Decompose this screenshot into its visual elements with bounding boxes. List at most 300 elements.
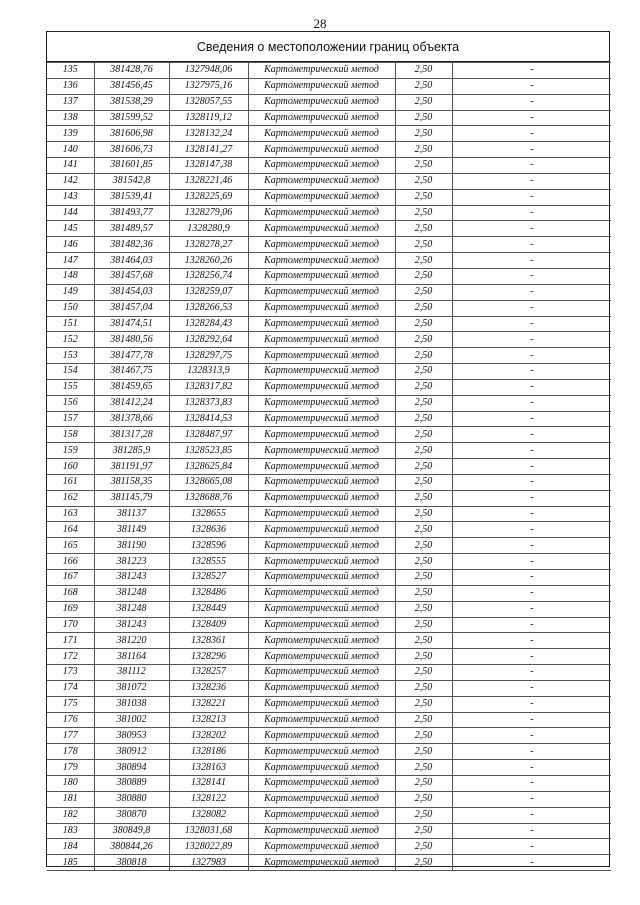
point-number-cell: 146 [47, 237, 94, 253]
table-row [47, 364, 611, 380]
method-cell: Картометрический метод [248, 78, 395, 94]
point-number-cell: 147 [47, 253, 94, 269]
method-cell: Картометрический метод [248, 522, 395, 538]
x-coordinate-cell: 381145,79 [94, 490, 169, 506]
table-row [47, 744, 611, 760]
accuracy-cell: 2,50 [395, 94, 452, 110]
method-cell: Картометрический метод [248, 633, 395, 649]
accuracy-cell: 2,50 [395, 253, 452, 269]
description-cell: - [452, 855, 611, 871]
method-cell: Картометрический метод [248, 823, 395, 839]
accuracy-cell: 2,50 [395, 506, 452, 522]
description-cell: - [452, 601, 611, 617]
point-number-cell: 154 [47, 364, 94, 380]
x-coordinate-cell: 381412,24 [94, 395, 169, 411]
x-coordinate-cell: 380953 [94, 728, 169, 744]
method-cell: Картометрический метод [248, 158, 395, 174]
description-cell: - [452, 63, 611, 79]
point-number-cell: 144 [47, 205, 94, 221]
x-coordinate-cell: 381467,75 [94, 364, 169, 380]
x-coordinate-cell: 381137 [94, 506, 169, 522]
description-cell: - [452, 680, 611, 696]
x-coordinate-cell: 381601,85 [94, 158, 169, 174]
x-coordinate-cell: 381457,68 [94, 268, 169, 284]
description-cell: - [452, 94, 611, 110]
accuracy-cell: 2,50 [395, 411, 452, 427]
point-number-cell: 167 [47, 570, 94, 586]
x-coordinate-cell: 380844,26 [94, 839, 169, 855]
y-coordinate-cell: 1328132,24 [169, 126, 248, 142]
method-cell: Картометрический метод [248, 807, 395, 823]
description-cell: - [452, 395, 611, 411]
accuracy-cell: 2,50 [395, 300, 452, 316]
accuracy-cell: 2,50 [395, 78, 452, 94]
method-cell: Картометрический метод [248, 459, 395, 475]
table-row [47, 173, 611, 189]
description-cell: - [452, 490, 611, 506]
x-coordinate-cell: 381454,03 [94, 284, 169, 300]
accuracy-cell: 2,50 [395, 744, 452, 760]
table-row [47, 63, 611, 79]
y-coordinate-cell: 1328655 [169, 506, 248, 522]
method-cell: Картометрический метод [248, 554, 395, 570]
y-coordinate-cell: 1328317,82 [169, 379, 248, 395]
x-coordinate-cell: 381428,76 [94, 63, 169, 79]
point-number-cell: 148 [47, 268, 94, 284]
y-coordinate-cell: 1328665,08 [169, 474, 248, 490]
point-number-cell: 175 [47, 696, 94, 712]
y-coordinate-cell: 1328141 [169, 775, 248, 791]
method-cell: Картометрический метод [248, 395, 395, 411]
description-cell: - [452, 221, 611, 237]
method-cell: Картометрический метод [248, 173, 395, 189]
x-coordinate-cell: 381243 [94, 617, 169, 633]
point-number-cell: 160 [47, 459, 94, 475]
method-cell: Картометрический метод [248, 94, 395, 110]
method-cell: Картометрический метод [248, 268, 395, 284]
point-number-cell: 155 [47, 379, 94, 395]
table-row [47, 379, 611, 395]
table-row [47, 126, 611, 142]
description-cell: - [452, 775, 611, 791]
description-cell: - [452, 427, 611, 443]
description-cell: - [452, 570, 611, 586]
description-cell: - [452, 791, 611, 807]
method-cell: Картометрический метод [248, 443, 395, 459]
x-coordinate-cell: 381223 [94, 554, 169, 570]
y-coordinate-cell: 1328297,75 [169, 348, 248, 364]
accuracy-cell: 2,50 [395, 585, 452, 601]
y-coordinate-cell: 1328186 [169, 744, 248, 760]
point-number-cell: 136 [47, 78, 94, 94]
x-coordinate-cell: 381149 [94, 522, 169, 538]
x-coordinate-cell: 381456,45 [94, 78, 169, 94]
point-number-cell: 137 [47, 94, 94, 110]
point-number-cell: 178 [47, 744, 94, 760]
table-row [47, 807, 611, 823]
accuracy-cell: 2,50 [395, 791, 452, 807]
accuracy-cell: 2,50 [395, 855, 452, 871]
table-row [47, 506, 611, 522]
accuracy-cell: 2,50 [395, 63, 452, 79]
accuracy-cell: 2,50 [395, 538, 452, 554]
y-coordinate-cell: 1328257 [169, 665, 248, 681]
y-coordinate-cell: 1328213 [169, 712, 248, 728]
point-number-cell: 179 [47, 760, 94, 776]
x-coordinate-cell: 381489,57 [94, 221, 169, 237]
point-number-cell: 184 [47, 839, 94, 855]
accuracy-cell: 2,50 [395, 728, 452, 744]
method-cell: Картометрический метод [248, 791, 395, 807]
x-coordinate-cell: 380880 [94, 791, 169, 807]
y-coordinate-cell: 1328119,12 [169, 110, 248, 126]
description-cell: - [452, 158, 611, 174]
y-coordinate-cell: 1328284,43 [169, 316, 248, 332]
table-row [47, 712, 611, 728]
x-coordinate-cell: 381606,98 [94, 126, 169, 142]
description-cell: - [452, 348, 611, 364]
table-row [47, 601, 611, 617]
method-cell: Картометрический метод [248, 126, 395, 142]
method-cell: Картометрический метод [248, 300, 395, 316]
point-number-cell: 183 [47, 823, 94, 839]
point-number-cell: 159 [47, 443, 94, 459]
accuracy-cell: 2,50 [395, 775, 452, 791]
y-coordinate-cell: 1328523,85 [169, 443, 248, 459]
method-cell: Картометрический метод [248, 744, 395, 760]
method-cell: Картометрический метод [248, 110, 395, 126]
point-number-cell: 163 [47, 506, 94, 522]
description-cell: - [452, 649, 611, 665]
x-coordinate-cell: 381542,8 [94, 173, 169, 189]
description-cell: - [452, 823, 611, 839]
accuracy-cell: 2,50 [395, 649, 452, 665]
y-coordinate-cell: 1328236 [169, 680, 248, 696]
method-cell: Картометрический метод [248, 775, 395, 791]
method-cell: Картометрический метод [248, 348, 395, 364]
x-coordinate-cell: 381248 [94, 585, 169, 601]
accuracy-cell: 2,50 [395, 221, 452, 237]
table-row [47, 205, 611, 221]
method-cell: Картометрический метод [248, 728, 395, 744]
y-coordinate-cell: 1328221 [169, 696, 248, 712]
point-number-cell: 138 [47, 110, 94, 126]
table-row [47, 570, 611, 586]
description-cell: - [452, 506, 611, 522]
table-row [47, 617, 611, 633]
accuracy-cell: 2,50 [395, 189, 452, 205]
table-row [47, 395, 611, 411]
y-coordinate-cell: 1327975,16 [169, 78, 248, 94]
accuracy-cell: 2,50 [395, 570, 452, 586]
description-cell: - [452, 268, 611, 284]
table-row [47, 839, 611, 855]
point-number-cell: 162 [47, 490, 94, 506]
x-coordinate-cell: 381493,77 [94, 205, 169, 221]
description-cell: - [452, 379, 611, 395]
method-cell: Картометрический метод [248, 284, 395, 300]
point-number-cell: 185 [47, 855, 94, 871]
accuracy-cell: 2,50 [395, 807, 452, 823]
y-coordinate-cell: 1328221,46 [169, 173, 248, 189]
point-number-cell: 143 [47, 189, 94, 205]
method-cell: Картометрический метод [248, 665, 395, 681]
y-coordinate-cell: 1328688,76 [169, 490, 248, 506]
y-coordinate-cell: 1328278,27 [169, 237, 248, 253]
x-coordinate-cell: 381038 [94, 696, 169, 712]
description-cell: - [452, 364, 611, 380]
y-coordinate-cell: 1328082 [169, 807, 248, 823]
method-cell: Картометрический метод [248, 411, 395, 427]
method-cell: Картометрический метод [248, 63, 395, 79]
description-cell: - [452, 522, 611, 538]
x-coordinate-cell: 381191,97 [94, 459, 169, 475]
point-number-cell: 164 [47, 522, 94, 538]
point-number-cell: 149 [47, 284, 94, 300]
point-number-cell: 140 [47, 142, 94, 158]
y-coordinate-cell: 1328141,27 [169, 142, 248, 158]
point-number-cell: 153 [47, 348, 94, 364]
boundary-coordinates-table [47, 62, 611, 871]
table-row [47, 522, 611, 538]
y-coordinate-cell: 1328636 [169, 522, 248, 538]
point-number-cell: 172 [47, 649, 94, 665]
accuracy-cell: 2,50 [395, 126, 452, 142]
y-coordinate-cell: 1328414,53 [169, 411, 248, 427]
x-coordinate-cell: 381112 [94, 665, 169, 681]
x-coordinate-cell: 381164 [94, 649, 169, 665]
accuracy-cell: 2,50 [395, 680, 452, 696]
method-cell: Картометрический метод [248, 189, 395, 205]
page-number: 28 [313, 16, 327, 31]
point-number-cell: 151 [47, 316, 94, 332]
method-cell: Картометрический метод [248, 760, 395, 776]
x-coordinate-cell: 381538,29 [94, 94, 169, 110]
method-cell: Картометрический метод [248, 696, 395, 712]
y-coordinate-cell: 1328266,53 [169, 300, 248, 316]
x-coordinate-cell: 381190 [94, 538, 169, 554]
point-number-cell: 180 [47, 775, 94, 791]
accuracy-cell: 2,50 [395, 348, 452, 364]
description-cell: - [452, 237, 611, 253]
description-cell: - [452, 839, 611, 855]
method-cell: Картометрический метод [248, 617, 395, 633]
table-row [47, 585, 611, 601]
table-row [47, 427, 611, 443]
point-number-cell: 141 [47, 158, 94, 174]
point-number-cell: 152 [47, 332, 94, 348]
x-coordinate-cell: 381378,66 [94, 411, 169, 427]
y-coordinate-cell: 1328487,97 [169, 427, 248, 443]
x-coordinate-cell: 381599,52 [94, 110, 169, 126]
table-row [47, 823, 611, 839]
point-number-cell: 142 [47, 173, 94, 189]
table-row [47, 221, 611, 237]
description-cell: - [452, 443, 611, 459]
x-coordinate-cell: 381464,03 [94, 253, 169, 269]
table-row [47, 158, 611, 174]
accuracy-cell: 2,50 [395, 205, 452, 221]
description-cell: - [452, 173, 611, 189]
y-coordinate-cell: 1327983 [169, 855, 248, 871]
y-coordinate-cell: 1328163 [169, 760, 248, 776]
y-coordinate-cell: 1327948,06 [169, 63, 248, 79]
method-cell: Картометрический метод [248, 649, 395, 665]
method-cell: Картометрический метод [248, 839, 395, 855]
accuracy-cell: 2,50 [395, 158, 452, 174]
accuracy-cell: 2,50 [395, 459, 452, 475]
table-row [47, 268, 611, 284]
table-row [47, 760, 611, 776]
x-coordinate-cell: 380889 [94, 775, 169, 791]
table-title: Сведения о местоположении границ объекта [47, 32, 609, 62]
point-number-cell: 158 [47, 427, 94, 443]
description-cell: - [452, 538, 611, 554]
method-cell: Картометрический метод [248, 379, 395, 395]
y-coordinate-cell: 1328259,07 [169, 284, 248, 300]
method-cell: Картометрический метод [248, 253, 395, 269]
point-number-cell: 156 [47, 395, 94, 411]
table-row [47, 284, 611, 300]
table-row [47, 633, 611, 649]
method-cell: Картометрический метод [248, 585, 395, 601]
y-coordinate-cell: 1328527 [169, 570, 248, 586]
accuracy-cell: 2,50 [395, 617, 452, 633]
table-row [47, 649, 611, 665]
y-coordinate-cell: 1328596 [169, 538, 248, 554]
table-row [47, 348, 611, 364]
y-coordinate-cell: 1328031,68 [169, 823, 248, 839]
x-coordinate-cell: 381002 [94, 712, 169, 728]
description-cell: - [452, 126, 611, 142]
accuracy-cell: 2,50 [395, 142, 452, 158]
y-coordinate-cell: 1328022,89 [169, 839, 248, 855]
accuracy-cell: 2,50 [395, 379, 452, 395]
method-cell: Картометрический метод [248, 506, 395, 522]
description-cell: - [452, 760, 611, 776]
accuracy-cell: 2,50 [395, 712, 452, 728]
accuracy-cell: 2,50 [395, 284, 452, 300]
description-cell: - [452, 665, 611, 681]
description-cell: - [452, 712, 611, 728]
description-cell: - [452, 633, 611, 649]
point-number-cell: 168 [47, 585, 94, 601]
table-row [47, 728, 611, 744]
accuracy-cell: 2,50 [395, 237, 452, 253]
method-cell: Картометрический метод [248, 142, 395, 158]
table-row [47, 189, 611, 205]
point-number-cell: 161 [47, 474, 94, 490]
y-coordinate-cell: 1328313,9 [169, 364, 248, 380]
accuracy-cell: 2,50 [395, 443, 452, 459]
accuracy-cell: 2,50 [395, 839, 452, 855]
accuracy-cell: 2,50 [395, 316, 452, 332]
accuracy-cell: 2,50 [395, 474, 452, 490]
x-coordinate-cell: 380912 [94, 744, 169, 760]
method-cell: Картометрический метод [248, 427, 395, 443]
x-coordinate-cell: 381158,35 [94, 474, 169, 490]
accuracy-cell: 2,50 [395, 665, 452, 681]
table-row [47, 855, 611, 871]
y-coordinate-cell: 1328225,69 [169, 189, 248, 205]
accuracy-cell: 2,50 [395, 601, 452, 617]
point-number-cell: 169 [47, 601, 94, 617]
description-cell: - [452, 332, 611, 348]
accuracy-cell: 2,50 [395, 823, 452, 839]
method-cell: Картометрический метод [248, 712, 395, 728]
point-number-cell: 182 [47, 807, 94, 823]
point-number-cell: 150 [47, 300, 94, 316]
x-coordinate-cell: 381606,73 [94, 142, 169, 158]
point-number-cell: 165 [47, 538, 94, 554]
table-row [47, 554, 611, 570]
table-row [47, 459, 611, 475]
description-cell: - [452, 728, 611, 744]
point-number-cell: 170 [47, 617, 94, 633]
x-coordinate-cell: 381477,78 [94, 348, 169, 364]
description-cell: - [452, 744, 611, 760]
description-cell: - [452, 284, 611, 300]
accuracy-cell: 2,50 [395, 332, 452, 348]
description-cell: - [452, 78, 611, 94]
accuracy-cell: 2,50 [395, 554, 452, 570]
y-coordinate-cell: 1328279,06 [169, 205, 248, 221]
x-coordinate-cell: 380870 [94, 807, 169, 823]
x-coordinate-cell: 381539,41 [94, 189, 169, 205]
table-row [47, 78, 611, 94]
x-coordinate-cell: 381457,04 [94, 300, 169, 316]
method-cell: Картометрический метод [248, 364, 395, 380]
description-cell: - [452, 411, 611, 427]
x-coordinate-cell: 381482,36 [94, 237, 169, 253]
accuracy-cell: 2,50 [395, 427, 452, 443]
table-row [47, 237, 611, 253]
x-coordinate-cell: 381285,9 [94, 443, 169, 459]
accuracy-cell: 2,50 [395, 522, 452, 538]
table-row [47, 474, 611, 490]
table-row [47, 680, 611, 696]
method-cell: Картометрический метод [248, 570, 395, 586]
method-cell: Картометрический метод [248, 855, 395, 871]
y-coordinate-cell: 1328361 [169, 633, 248, 649]
description-cell: - [452, 585, 611, 601]
accuracy-cell: 2,50 [395, 395, 452, 411]
table-row [47, 443, 611, 459]
point-number-cell: 157 [47, 411, 94, 427]
y-coordinate-cell: 1328122 [169, 791, 248, 807]
table-row [47, 775, 611, 791]
description-cell: - [452, 205, 611, 221]
table-row [47, 490, 611, 506]
x-coordinate-cell: 381243 [94, 570, 169, 586]
accuracy-cell: 2,50 [395, 490, 452, 506]
y-coordinate-cell: 1328555 [169, 554, 248, 570]
x-coordinate-cell: 381474,51 [94, 316, 169, 332]
y-coordinate-cell: 1328202 [169, 728, 248, 744]
x-coordinate-cell: 380849,8 [94, 823, 169, 839]
x-coordinate-cell: 381072 [94, 680, 169, 696]
accuracy-cell: 2,50 [395, 364, 452, 380]
table-row [47, 142, 611, 158]
description-cell: - [452, 110, 611, 126]
table-row [47, 110, 611, 126]
accuracy-cell: 2,50 [395, 633, 452, 649]
point-number-cell: 176 [47, 712, 94, 728]
y-coordinate-cell: 1328057,55 [169, 94, 248, 110]
accuracy-cell: 2,50 [395, 110, 452, 126]
y-coordinate-cell: 1328292,64 [169, 332, 248, 348]
accuracy-cell: 2,50 [395, 173, 452, 189]
